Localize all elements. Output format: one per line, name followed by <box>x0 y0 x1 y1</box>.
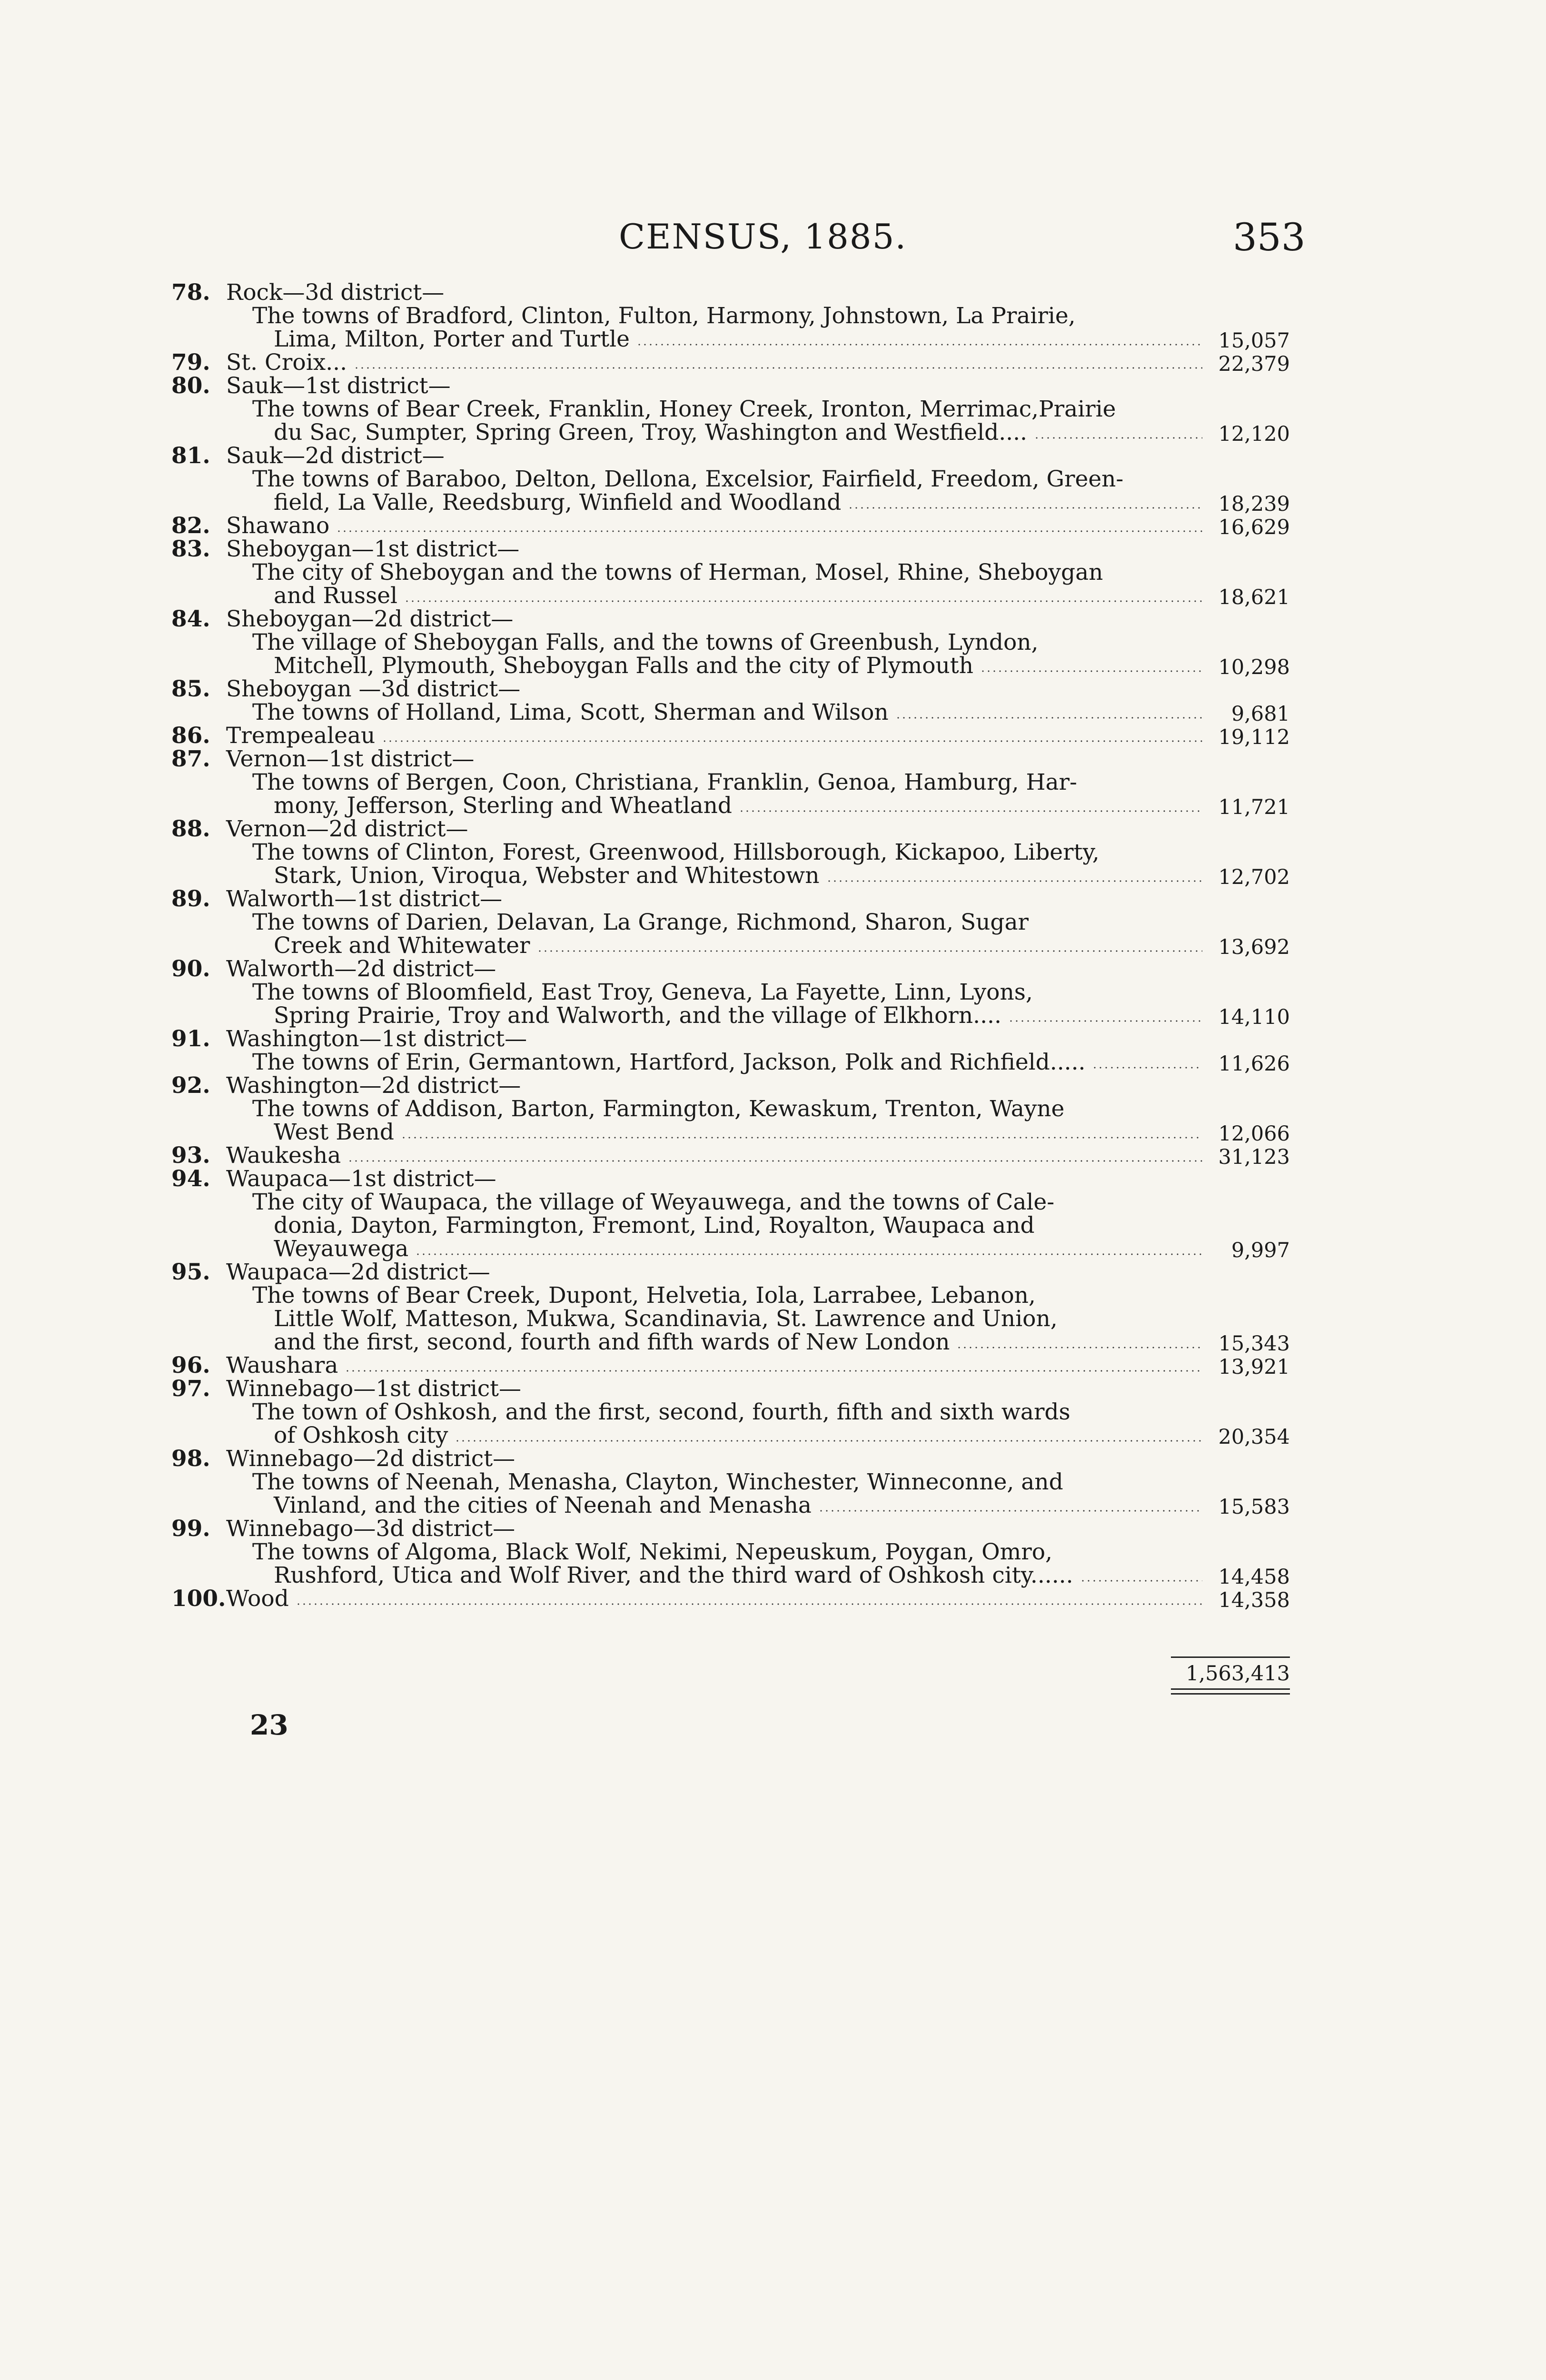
row-line <box>171 1377 1290 1400</box>
district-name: Waukesha <box>226 1142 341 1169</box>
district-number: 83. <box>171 536 210 562</box>
row-line <box>171 1074 1290 1097</box>
district-name: Walworth—1st district— <box>226 886 503 912</box>
dot-leader <box>455 1440 1202 1442</box>
dot-leader <box>636 344 1202 346</box>
district-name: Waupaca—1st district— <box>226 1166 496 1192</box>
dot-leader <box>818 1510 1202 1512</box>
dot-leader <box>404 600 1202 602</box>
district-name: Walworth—2d district— <box>226 956 496 982</box>
row-line <box>171 421 1290 444</box>
district-number: 93. <box>171 1142 210 1169</box>
district-name: Washington—1st district— <box>226 1026 527 1052</box>
dot-leader <box>336 530 1202 532</box>
district-number: 100. <box>171 1586 226 1612</box>
district-description: donia, Dayton, Farmington, Fremont, Lind, Royalton, Waupaca and <box>274 1212 1035 1239</box>
district-number: 85. <box>171 676 210 702</box>
district-name: Sauk—1st district— <box>226 373 451 399</box>
population-value: 22,379 <box>1218 352 1290 376</box>
row-line <box>171 514 1290 537</box>
population-value: 11,626 <box>1218 1052 1290 1076</box>
row-line <box>171 1470 1290 1494</box>
table-row <box>171 724 1290 747</box>
row-line <box>171 1447 1290 1470</box>
district-description: The towns of Bergen, Coon, Christiana, Franklin, Genoa, Hamburg, Har- <box>252 769 1077 795</box>
district-description: The village of Sheboygan Falls, and the towns of Greenbush, Lyndon, <box>252 629 1039 655</box>
district-description: The towns of Bear Creek, Dupont, Helvetia, Iola, Larrabee, Lebanon, <box>252 1282 1036 1309</box>
district-description: Creek and Whitewater <box>274 932 530 959</box>
table-row <box>171 957 1290 1027</box>
row-line <box>171 1494 1290 1517</box>
row-line <box>171 397 1290 421</box>
district-description: Stark, Union, Viroqua, Webster and Whitestown <box>274 863 820 889</box>
population-value: 31,123 <box>1218 1145 1290 1169</box>
table-row <box>171 677 1290 724</box>
district-number: 87. <box>171 746 210 772</box>
grand-total: 1,563,413 <box>1186 1662 1290 1686</box>
district-number: 80. <box>171 373 210 399</box>
population-value: 15,583 <box>1218 1495 1290 1519</box>
row-line <box>171 1190 1290 1214</box>
district-name: Vernon—1st district— <box>226 746 475 772</box>
district-description: Mitchell, Plymouth, Sheboygan Falls and the city of Plymouth <box>274 653 973 679</box>
row-line <box>171 794 1290 817</box>
district-description: Lima, Milton, Porter and Turtle <box>274 326 630 352</box>
district-description: Weyauwega <box>274 1236 409 1262</box>
district-number: 88. <box>171 816 210 842</box>
population-value: 20,354 <box>1218 1425 1290 1449</box>
district-name: Waupaca—2d district— <box>226 1259 490 1285</box>
district-description: du Sac, Sumpter, Spring Green, Troy, Washington and Westfield.... <box>274 419 1027 446</box>
dot-leader <box>1034 437 1202 439</box>
row-line <box>171 1284 1290 1307</box>
district-description: mony, Jefferson, Sterling and Wheatland <box>274 793 732 819</box>
row-line <box>171 351 1290 374</box>
row-line <box>171 701 1290 724</box>
population-value: 12,066 <box>1218 1122 1290 1146</box>
population-value: 15,343 <box>1218 1332 1290 1356</box>
row-line <box>171 1051 1290 1074</box>
district-description: Vinland, and the cities of Neenah and Menasha <box>274 1492 812 1518</box>
row-line <box>171 1354 1290 1377</box>
dot-leader <box>415 1253 1202 1255</box>
dot-leader <box>347 1160 1202 1162</box>
district-number: 99. <box>171 1516 210 1542</box>
district-number: 84. <box>171 606 210 632</box>
district-number: 89. <box>171 886 210 912</box>
population-value: 13,692 <box>1218 935 1290 959</box>
population-value: 18,621 <box>1218 585 1290 609</box>
district-number: 96. <box>171 1352 210 1378</box>
district-description: Rushford, Utica and Wolf River, and the third ward of Oshkosh city...... <box>274 1562 1073 1588</box>
district-number: 94. <box>171 1166 210 1192</box>
district-number: 90. <box>171 956 210 982</box>
table-row <box>171 444 1290 514</box>
row-line <box>171 1097 1290 1121</box>
row-line <box>171 981 1290 1004</box>
dot-leader <box>401 1137 1202 1139</box>
row-line <box>171 304 1290 327</box>
row-line <box>171 677 1290 701</box>
table-row <box>171 281 1290 351</box>
page-title: CENSUS, 1885. <box>619 217 907 257</box>
district-number: 86. <box>171 723 210 749</box>
row-line <box>171 444 1290 467</box>
row-line <box>171 631 1290 654</box>
row-line <box>171 537 1290 561</box>
row-line <box>171 1144 1290 1167</box>
district-number: 78. <box>171 279 210 306</box>
row-line <box>171 1517 1290 1540</box>
district-name: Shawano <box>226 513 330 539</box>
row-line <box>171 1587 1290 1610</box>
population-value: 10,298 <box>1218 655 1290 679</box>
dot-leader <box>382 740 1202 742</box>
table-row <box>171 1027 1290 1074</box>
population-value: 9,997 <box>1231 1239 1290 1262</box>
dot-leader <box>848 507 1202 509</box>
table-row <box>171 1377 1290 1447</box>
district-description: West Bend <box>274 1119 394 1145</box>
table-row <box>171 607 1290 677</box>
table-row <box>171 817 1290 887</box>
district-description: The towns of Addison, Barton, Farmington, Kewaskum, Trenton, Wayne <box>252 1096 1065 1122</box>
population-value: 15,057 <box>1218 329 1290 353</box>
row-line <box>171 1027 1290 1051</box>
table-row <box>171 1260 1290 1354</box>
row-line <box>171 817 1290 841</box>
table-row <box>171 1447 1290 1517</box>
row-line <box>171 1424 1290 1447</box>
district-description: The city of Sheboygan and the towns of Herman, Mosel, Rhine, Sheboygan <box>252 559 1103 585</box>
page-number: 353 <box>1233 215 1306 259</box>
district-description: and the first, second, fourth and fifth wards of New London <box>274 1329 950 1355</box>
district-name: Winnebago—3d district— <box>226 1516 515 1542</box>
row-line <box>171 864 1290 887</box>
dot-leader <box>296 1603 1202 1605</box>
district-name: Vernon—2d district— <box>226 816 468 842</box>
district-description: The towns of Algoma, Black Wolf, Nekimi, Nepeuskum, Poygan, Omro, <box>252 1539 1052 1565</box>
district-name: Winnebago—2d district— <box>226 1446 515 1472</box>
dot-leader <box>1008 1020 1202 1022</box>
row-line <box>171 911 1290 934</box>
row-line <box>171 934 1290 957</box>
population-value: 13,921 <box>1218 1355 1290 1379</box>
district-number: 82. <box>171 513 210 539</box>
row-line <box>171 1121 1290 1144</box>
district-description: The towns of Clinton, Forest, Greenwood, Hillsborough, Kickapoo, Liberty, <box>252 839 1100 865</box>
district-description: The towns of Baraboo, Delton, Dellona, Excelsior, Fairfield, Freedom, Green- <box>252 466 1124 492</box>
total-double-rule <box>1171 1688 1290 1695</box>
table-row <box>171 1587 1290 1610</box>
row-line <box>171 1400 1290 1424</box>
row-line <box>171 1307 1290 1330</box>
dot-leader <box>956 1347 1202 1349</box>
district-description: The towns of Bradford, Clinton, Fulton, Harmony, Johnstown, La Prairie, <box>252 303 1076 329</box>
dot-leader <box>895 717 1202 719</box>
district-description: Spring Prairie, Troy and Walworth, and the village of Elkhorn.... <box>274 1002 1001 1029</box>
table-row <box>171 1517 1290 1587</box>
population-value: 18,239 <box>1218 492 1290 516</box>
district-name: Sheboygan—1st district— <box>226 536 520 562</box>
table-row <box>171 747 1290 817</box>
district-name: Washington—2d district— <box>226 1072 521 1099</box>
row-line <box>171 724 1290 747</box>
district-name: St. Croix... <box>226 349 347 376</box>
row-line <box>171 607 1290 631</box>
district-name: Rock—3d district— <box>226 279 445 306</box>
population-value: 12,120 <box>1218 422 1290 446</box>
row-line <box>171 1214 1290 1237</box>
table-row <box>171 1074 1290 1144</box>
row-line <box>171 1167 1290 1190</box>
district-number: 91. <box>171 1026 210 1052</box>
table-row <box>171 351 1290 374</box>
signature-mark: 23 <box>250 1709 288 1741</box>
district-description: The towns of Holland, Lima, Scott, Sherman and Wilson <box>252 699 889 725</box>
district-description: The towns of Darien, Delavan, La Grange, Richmond, Sharon, Sugar <box>252 909 1029 935</box>
district-name: Sheboygan—2d district— <box>226 606 514 632</box>
row-line <box>171 1260 1290 1284</box>
dot-leader <box>345 1370 1202 1372</box>
dot-leader <box>1092 1067 1202 1069</box>
row-line <box>171 1004 1290 1027</box>
table-row <box>171 1354 1290 1377</box>
district-number: 79. <box>171 349 210 376</box>
row-line <box>171 327 1290 351</box>
row-line <box>171 374 1290 397</box>
district-description: The towns of Neenah, Menasha, Clayton, Winchester, Winneconne, and <box>252 1469 1063 1495</box>
row-line <box>171 654 1290 677</box>
row-line <box>171 1237 1290 1260</box>
row-line <box>171 771 1290 794</box>
population-value: 9,681 <box>1231 702 1290 726</box>
district-number: 92. <box>171 1072 210 1099</box>
population-value: 11,721 <box>1218 795 1290 819</box>
district-name: Sheboygan —3d district— <box>226 676 521 702</box>
district-description: Little Wolf, Matteson, Mukwa, Scandinavia, St. Lawrence and Union, <box>274 1306 1058 1332</box>
district-description: The city of Waupaca, the village of Weyauwega, and the towns of Cale- <box>252 1189 1055 1215</box>
district-description: The towns of Erin, Germantown, Hartford, Jackson, Polk and Richfield..... <box>252 1049 1086 1075</box>
dot-leader <box>980 670 1202 672</box>
row-line <box>171 841 1290 864</box>
district-name: Waushara <box>226 1352 338 1378</box>
district-name: Wood <box>226 1586 289 1612</box>
row-line <box>171 561 1290 584</box>
census-table <box>171 281 1290 1610</box>
row-line <box>171 1330 1290 1354</box>
district-description: and Russel <box>274 583 398 609</box>
row-line <box>171 491 1290 514</box>
population-value: 14,358 <box>1218 1588 1290 1612</box>
dot-leader <box>739 810 1202 812</box>
total-block <box>1171 1656 1290 1695</box>
table-row <box>171 1144 1290 1167</box>
district-description: The towns of Bloomfield, East Troy, Geneva, La Fayette, Linn, Lyons, <box>252 979 1033 1005</box>
table-row <box>171 537 1290 607</box>
district-description: of Oshkosh city <box>274 1422 448 1448</box>
district-description: The towns of Bear Creek, Franklin, Honey Creek, Ironton, Merrimac,Prairie <box>252 396 1116 422</box>
district-number: 98. <box>171 1446 210 1472</box>
row-line <box>171 957 1290 981</box>
row-line <box>171 887 1290 911</box>
dot-leader <box>826 880 1202 882</box>
district-description: The town of Oshkosh, and the first, second, fourth, fifth and sixth wards <box>252 1399 1070 1425</box>
table-row <box>171 887 1290 957</box>
table-row <box>171 374 1290 444</box>
district-name: Winnebago—1st district— <box>226 1376 522 1402</box>
population-value: 12,702 <box>1218 865 1290 889</box>
district-number: 81. <box>171 443 210 469</box>
population-value: 16,629 <box>1218 516 1290 539</box>
table-row <box>171 1167 1290 1260</box>
dot-leader <box>537 950 1202 952</box>
district-name: Trempealeau <box>226 723 376 749</box>
table-row <box>171 514 1290 537</box>
district-name: Sauk—2d district— <box>226 443 445 469</box>
population-value: 14,110 <box>1218 1005 1290 1029</box>
population-value: 19,112 <box>1218 725 1290 749</box>
row-line <box>171 747 1290 771</box>
district-number: 97. <box>171 1376 210 1402</box>
row-line <box>171 281 1290 304</box>
row-line <box>171 584 1290 607</box>
row-line <box>171 467 1290 491</box>
dot-leader <box>354 367 1202 369</box>
population-value: 14,458 <box>1218 1565 1290 1589</box>
dot-leader <box>1080 1580 1202 1582</box>
row-line <box>171 1564 1290 1587</box>
district-description: field, La Valle, Reedsburg, Winfield and Woodland <box>274 489 842 516</box>
district-number: 95. <box>171 1259 210 1285</box>
row-line <box>171 1540 1290 1564</box>
